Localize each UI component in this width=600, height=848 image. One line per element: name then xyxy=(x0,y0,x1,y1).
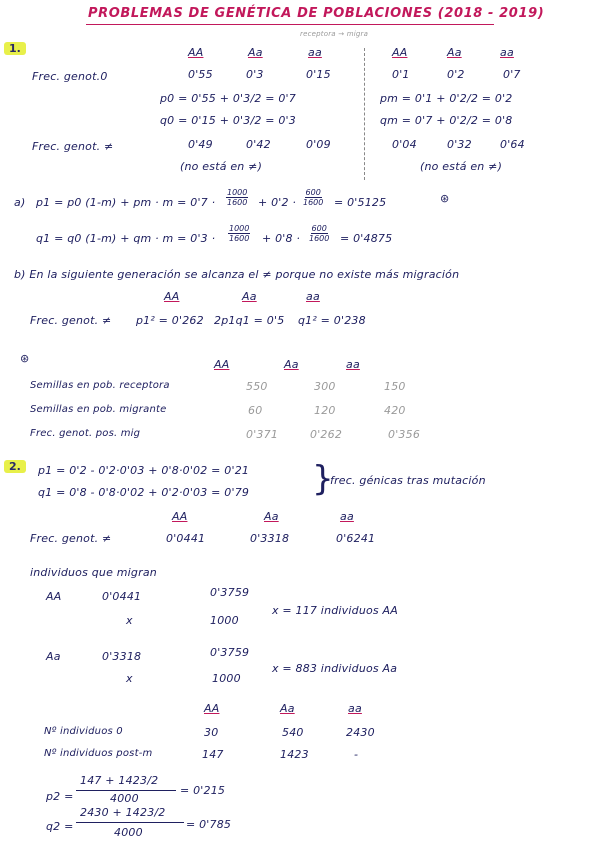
q2-header-Aa: Aa xyxy=(264,510,279,523)
b-aa-value: q1² = 0'238 xyxy=(298,314,366,327)
right-eq-aa: 0'64 xyxy=(500,138,525,151)
b-AA-value: p1² = 0'262 xyxy=(136,314,204,327)
AA-row-a: 0'0441 xyxy=(102,590,142,603)
extra-row-1-Aa: 300 xyxy=(314,380,336,393)
q2-denominator: 4000 xyxy=(114,826,143,839)
table-row-2-AA: 147 xyxy=(202,748,224,761)
extra-row-2-aa: 420 xyxy=(384,404,406,417)
q2-result: = 0'785 xyxy=(186,818,232,831)
problem-1-badge: 1. xyxy=(4,42,26,55)
migrants-label: individuos que migran xyxy=(30,566,157,579)
table-row-2-aa: - xyxy=(354,748,359,761)
table-row-1-label: Nº individuos 0 xyxy=(44,726,123,737)
p1-mid: + 0'2 · xyxy=(258,196,297,209)
header-Aa-left: Aa xyxy=(248,46,263,59)
p1-result: = 0'5125 xyxy=(334,196,387,209)
b-header-aa: aa xyxy=(306,290,320,303)
freq-genot-0-label: Frec. genot.0 xyxy=(32,70,108,83)
p2-result: = 0'215 xyxy=(180,784,226,797)
column-divider xyxy=(364,48,365,180)
part-b-text: b) En la siguiente generación se alcanza el ≠ porque no existe más migración xyxy=(14,268,460,281)
q2-header-aa: aa xyxy=(340,510,354,523)
p1-equation: p1 = p0 (1-m) + pm · m = 0'7 · xyxy=(36,196,216,209)
extra-row-3-label: Frec. genot. pos. mig xyxy=(30,428,141,439)
AA-row-b: 0'3759 xyxy=(210,586,250,599)
left-Aa-value: 0'3 xyxy=(246,68,264,81)
q2-eq-Aa: 0'3318 xyxy=(250,532,290,545)
left-eq-Aa: 0'42 xyxy=(246,138,271,151)
q2-q1-equation: q1 = 0'8 - 0'8·0'02 + 0'2·0'03 = 0'79 xyxy=(38,486,250,499)
p1-fraction-2: $\frac{600}{1600}$ xyxy=(303,188,324,207)
right-AA-value: 0'1 xyxy=(392,68,410,81)
Aa-row-b: 0'3759 xyxy=(210,646,250,659)
q0-equation: q0 = 0'15 + 0'3/2 = 0'3 xyxy=(160,114,296,127)
header-aa-left: aa xyxy=(308,46,322,59)
right-eq-Aa: 0'32 xyxy=(447,138,472,151)
extra-header-aa: aa xyxy=(346,358,360,371)
q1-mid: + 0'8 · xyxy=(262,232,301,245)
table-header-aa: aa xyxy=(348,702,362,715)
qm-equation: qm = 0'7 + 0'2/2 = 0'8 xyxy=(380,114,513,127)
p2-lhs: p2 = xyxy=(46,790,74,803)
extra-header-Aa: Aa xyxy=(284,358,299,371)
left-AA-value: 0'55 xyxy=(188,68,213,81)
q1-fraction-2: $\frac{600}{1600}$ xyxy=(309,224,330,243)
extra-header-AA: AA xyxy=(214,358,230,371)
header-AA-right: AA xyxy=(392,46,408,59)
q2-fraction-bar xyxy=(76,822,184,823)
q2-eq-AA: 0'0441 xyxy=(166,532,206,545)
Aa-row-result: x = 883 individuos Aa xyxy=(272,662,398,675)
right-eq-AA: 0'04 xyxy=(392,138,417,151)
b-Aa-value: 2p1q1 = 0'5 xyxy=(214,314,285,327)
brace: } xyxy=(312,459,334,499)
table-row-1-aa: 2430 xyxy=(346,726,375,739)
q2-header-AA: AA xyxy=(172,510,188,523)
pm-equation: pm = 0'1 + 0'2/2 = 0'2 xyxy=(380,92,513,105)
left-aa-value: 0'15 xyxy=(306,68,331,81)
table-row-1-Aa: 540 xyxy=(282,726,304,739)
p2-numerator: 147 + 1423/2 xyxy=(80,774,159,787)
right-note: (no está en ≠) xyxy=(420,160,503,173)
asterisk-mark: ⊛ xyxy=(440,192,450,205)
extra-row-1-AA: 550 xyxy=(246,380,268,393)
q2-eq-aa: 0'6241 xyxy=(336,532,376,545)
Aa-row-a: 0'3318 xyxy=(102,650,142,663)
p2-fraction-bar xyxy=(76,790,176,791)
q2-lhs: q2 = xyxy=(46,820,74,833)
freq-genot-eq-label: Frec. genot. ≠ xyxy=(32,140,114,153)
extra-row-3-Aa: 0'262 xyxy=(310,428,343,441)
table-row-2-label: Nº individuos post-m xyxy=(44,748,153,759)
header-AA-left: AA xyxy=(188,46,204,59)
extra-row-3-AA: 0'371 xyxy=(246,428,279,441)
q1-fraction-1: $\frac{1000}{1600}$ xyxy=(229,224,250,243)
top-note: receptora → migra xyxy=(300,30,369,38)
page-title: PROBLEMAS DE GENÉTICA DE POBLACIONES (2018 - 2019) xyxy=(88,6,545,21)
AA-row-result: x = 117 individuos AA xyxy=(272,604,399,617)
header-aa-right: aa xyxy=(500,46,514,59)
table-row-1-AA: 30 xyxy=(204,726,219,739)
brace-note: frec. génicas tras mutación xyxy=(330,474,486,487)
left-eq-AA: 0'49 xyxy=(188,138,213,151)
AA-row-x: x xyxy=(126,614,133,627)
right-aa-value: 0'7 xyxy=(503,68,521,81)
p1-fraction-1: $\frac{1000}{1600}$ xyxy=(227,188,248,207)
table-header-AA: AA xyxy=(204,702,220,715)
title-underline xyxy=(86,24,494,25)
q2-p1-equation: p1 = 0'2 - 0'2·0'03 + 0'8·0'02 = 0'21 xyxy=(38,464,250,477)
header-Aa-right: Aa xyxy=(447,46,462,59)
extra-row-3-aa: 0'356 xyxy=(388,428,421,441)
extra-row-1-aa: 150 xyxy=(384,380,406,393)
q2-freq-label: Frec. genot. ≠ xyxy=(30,532,112,545)
extra-row-1-label: Semillas en pob. receptora xyxy=(30,380,170,391)
q1-result: = 0'4875 xyxy=(340,232,393,245)
Aa-row-d: 1000 xyxy=(212,672,241,685)
right-Aa-value: 0'2 xyxy=(447,68,465,81)
AA-row-label: AA xyxy=(46,590,62,603)
left-note: (no está en ≠) xyxy=(180,160,263,173)
table-row-2-Aa: 1423 xyxy=(280,748,309,761)
p2-denominator: 4000 xyxy=(110,792,139,805)
b-header-AA: AA xyxy=(164,290,180,303)
asterisk-mark-2: ⊛ xyxy=(20,352,30,365)
left-eq-aa: 0'09 xyxy=(306,138,331,151)
Aa-row-label: Aa xyxy=(46,650,61,663)
problem-2-badge: 2. xyxy=(4,460,26,473)
extra-row-2-label: Semillas en pob. migrante xyxy=(30,404,167,415)
AA-row-d: 1000 xyxy=(210,614,239,627)
p0-equation: p0 = 0'55 + 0'3/2 = 0'7 xyxy=(160,92,296,105)
b-freq-label: Frec. genot. ≠ xyxy=(30,314,112,327)
part-a-label: a) xyxy=(14,196,26,209)
table-header-Aa: Aa xyxy=(280,702,295,715)
q2-numerator: 2430 + 1423/2 xyxy=(80,806,166,819)
extra-row-2-Aa: 120 xyxy=(314,404,336,417)
b-header-Aa: Aa xyxy=(242,290,257,303)
q1-equation: q1 = q0 (1-m) + qm · m = 0'3 · xyxy=(36,232,216,245)
extra-row-2-AA: 60 xyxy=(248,404,263,417)
Aa-row-x: x xyxy=(126,672,133,685)
